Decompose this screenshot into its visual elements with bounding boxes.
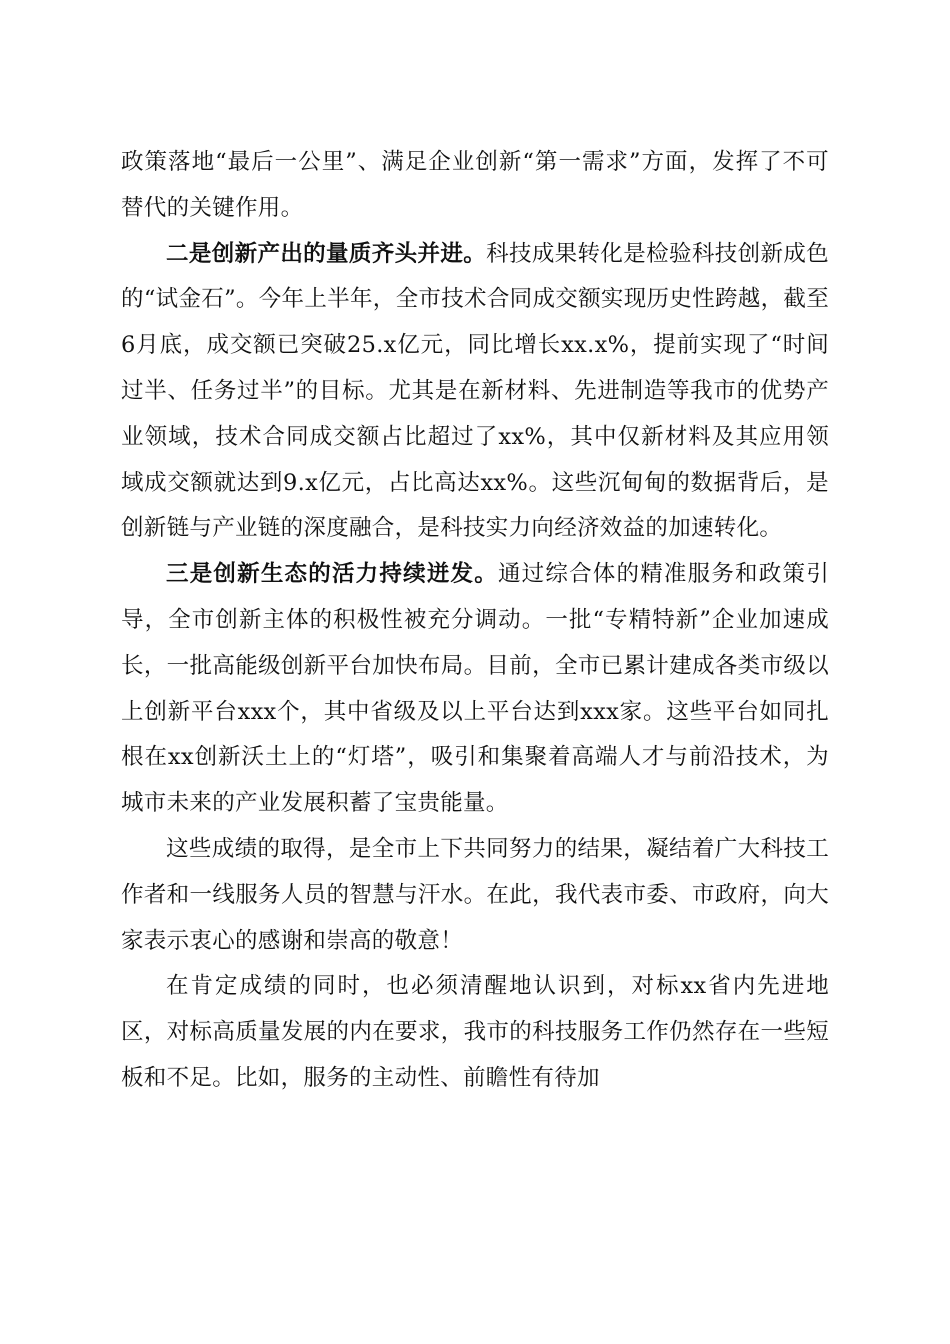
paragraph-text: 这些成绩的取得，是全市上下共同努力的结果，凝结着广大科技工作者和一线服务人员的智慧与汗水。在此，我代表市委、市政府，向大家表示衷心的感谢和崇高的敬意！ bbox=[121, 835, 829, 954]
paragraph-text: 科技成果转化是检验科技创新成色的“试金石”。今年上半年，全市技术合同成交额实现历史性跨越，截至6月底，成交额已突破25.x亿元，同比增长xx.x%，提前实现了“时间过半、任务过半”的目标。尤其是在新材料、先进制造等我市的优势产业领域，技术合同成交额占比超过了xx%，其中仅新材料及其应用领域成交额就达到9.x亿元，占比高达xx%。这些沉甸甸的数据背后，是创新链与产业链的深度融合，是科技实力向经济效益的加速转化。 bbox=[121, 240, 829, 542]
paragraph-lead-heading: 三是创新生态的活力持续迸发。 bbox=[166, 561, 498, 588]
paragraph-innovation-ecosystem bbox=[121, 552, 829, 827]
paragraph-shortcomings bbox=[121, 964, 829, 1101]
document-body bbox=[121, 140, 829, 1102]
paragraph-text: 在肯定成绩的同时，也必须清醒地认识到，对标xx省内先进地区，对标高质量发展的内在要求，我市的科技服务工作仍然存在一些短板和不足。比如，服务的主动性、前瞻性有待加 bbox=[121, 973, 829, 1091]
paragraph-text: 政策落地“最后一公里”、满足企业创新“第一需求”方面，发挥了不可替代的关键作用。 bbox=[121, 149, 829, 221]
paragraph-acknowledgement bbox=[121, 827, 829, 964]
paragraph-continuation bbox=[121, 140, 829, 232]
paragraph-lead-heading: 二是创新产出的量质齐头并进。 bbox=[166, 240, 487, 267]
paragraph-text: 通过综合体的精准服务和政策引导，全市创新主体的积极性被充分调动。一批“专精特新”企业加速成长，一批高能级创新平台加快布局。目前，全市已累计建成各类市级以上创新平台xxx个，其中省级及以上平台达到xxx家。这些平台如同扎根在xx创新沃土上的“灯塔”，吸引和集聚着高端人才与前沿技术，为城市未来的产业发展积蓄了宝贵能量。 bbox=[121, 561, 829, 817]
paragraph-innovation-output bbox=[121, 232, 829, 553]
